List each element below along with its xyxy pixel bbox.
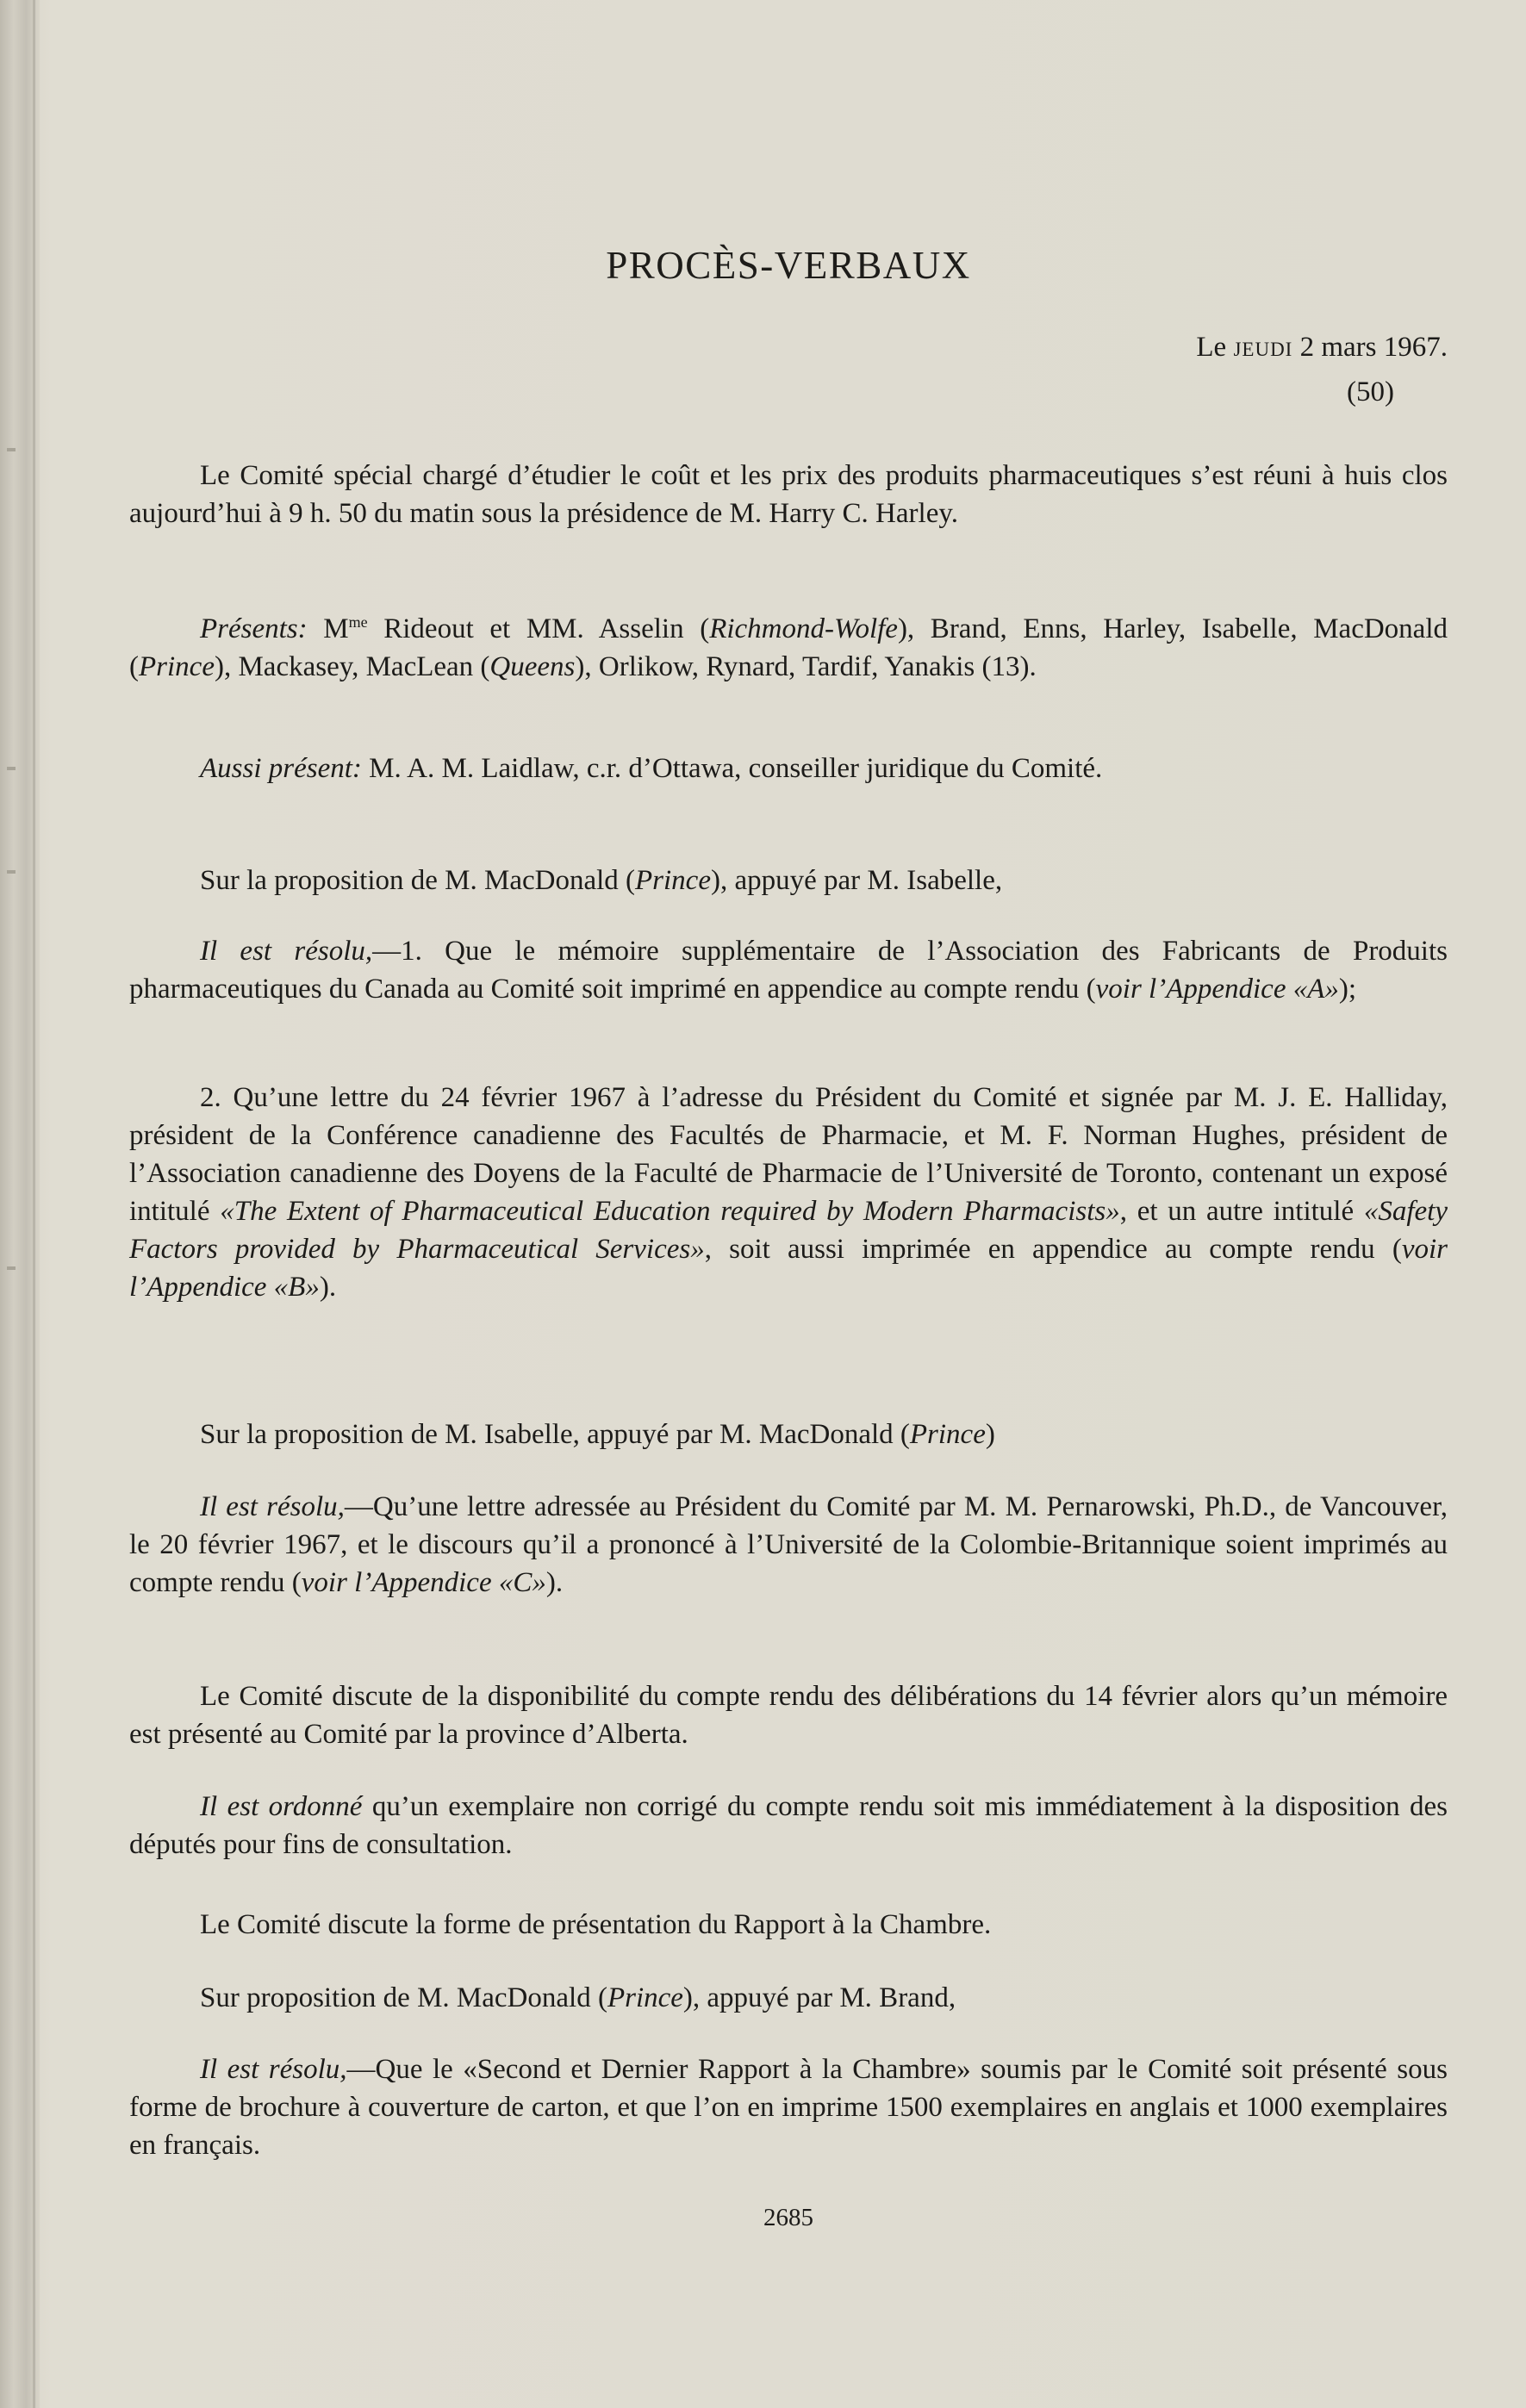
document-title-reference: «Safety Factors provided by Pharmaceutical Services» xyxy=(129,1196,1448,1265)
riding-name: Prince xyxy=(139,651,215,682)
resolution-text: —Que le «Second et Dernier Rapport à la Chambre» soumis par le Comité soit présenté sous forme de brochure à couverture de carton, et que l’on en imprime 1500 exemplaires en anglais et 1000 exemplaires en français. xyxy=(129,2054,1448,2161)
presents-text: Rideout et MM. Asselin ( xyxy=(367,613,710,644)
order-text: qu’un exemplaire non corrigé du compte rendu soit mis immédiatement à la disposition des députés pour fins de consultation. xyxy=(129,1791,1448,1860)
presents-text: ), Mackasey, MacLean ( xyxy=(214,651,490,682)
document-title-reference: «The Extent of Pharmaceutical Education required by Modern Pharmacists» xyxy=(220,1196,1120,1227)
paragraph-presents xyxy=(129,603,1448,686)
resolution-text: ); xyxy=(1338,974,1357,1005)
date-day: jeudi xyxy=(1233,332,1293,363)
paragraph-proposition-3 xyxy=(129,1979,1448,2017)
appendix-reference: voir l’Appendice «B» xyxy=(129,1234,1448,1303)
resolution-text: —1. Que le mémoire supplémentaire de l’Association des Fabricants de Produits pharmaceutiques du Canada au Comité soit imprimé en appendice au compte rendu ( xyxy=(129,936,1448,1005)
resolution-label: Il est résolu, xyxy=(200,2054,347,2085)
edge-mark xyxy=(7,870,16,874)
proposition-text: ) xyxy=(985,1419,995,1450)
presents-text: ), Brand, Enns, Harley, Isabelle, MacDonald ( xyxy=(129,613,1448,682)
presents-superscript: me xyxy=(348,613,368,631)
aussi-text: M. A. M. Laidlaw, c.r. d’Ottawa, conseiller juridique du Comité. xyxy=(361,753,1103,784)
paragraph-opening: Le Comité spécial chargé d’étudier le coût et les prix des produits pharmaceutiques s’est réuni à huis clos aujourd’hui à 9 h. 50 du matin sous la présidence de M. Harry C. Harley. xyxy=(129,460,1448,529)
appendix-reference: voir l’Appendice «A» xyxy=(1095,974,1339,1005)
paragraph-discussion-2: Le Comité discute la forme de présentation du Rapport à la Chambre. xyxy=(200,1909,992,1940)
presents-text: ), Orlikow, Rynard, Tardif, Yanakis (13). xyxy=(575,651,1037,682)
riding-name: Prince xyxy=(635,865,711,896)
appendix-reference: voir l’Appendice «C» xyxy=(301,1567,546,1598)
resolution-text: 2. Qu’une lettre du 24 février 1967 à l’adresse du Président du Comité et signée par M. J. E. Halliday, président de la Conférence canadienne des Facultés de Pharmacie, et M. F. Norman Hughes, président de l’Association canadienne des Doyens de la Faculté de Pharmacie de l’Université de Toronto, contenant un exposé intitulé xyxy=(129,1082,1448,1227)
riding-name: Prince xyxy=(607,1982,683,2013)
page-number: 2685 xyxy=(763,2204,813,2231)
resolution-label: Il est résolu, xyxy=(200,1491,345,1522)
order-label: Il est ordonné xyxy=(200,1791,363,1822)
proposition-text: ), appuyé par M. Brand, xyxy=(682,1982,956,2013)
riding-name: Prince xyxy=(909,1419,986,1450)
proposition-text: Sur proposition de M. MacDonald ( xyxy=(200,1982,607,2013)
proposition-text: ), appuyé par M. Isabelle, xyxy=(710,865,1003,896)
meeting-date xyxy=(1196,332,1448,364)
edge-mark xyxy=(7,448,16,451)
meeting-number: (50) xyxy=(1347,376,1394,408)
edge-mark xyxy=(7,1266,16,1270)
paragraph-resolution-2 xyxy=(129,1079,1448,1306)
paragraph-discussion-1: Le Comité discute de la disponibilité du compte rendu des délibérations du 14 février alors qu’un mémoire est présenté au Comité par la province d’Alberta. xyxy=(129,1681,1448,1750)
presents-text: M xyxy=(307,613,349,644)
paragraph-resolution-1 xyxy=(129,932,1448,1008)
riding-name: Queens xyxy=(489,651,576,682)
paragraph-proposition-1 xyxy=(129,862,1448,899)
paragraph-proposition-2 xyxy=(129,1416,1448,1453)
aussi-label: Aussi présent: xyxy=(200,753,362,784)
resolution-text: ). xyxy=(319,1272,337,1303)
binding-line xyxy=(33,0,35,2408)
paragraph-resolution-4 xyxy=(129,2050,1448,2164)
resolution-label: Il est résolu, xyxy=(200,936,373,967)
edge-mark xyxy=(7,767,16,770)
presents-label: Présents: xyxy=(200,613,308,644)
resolution-text: —Qu’une lettre adressée au Président du Comité par M. M. Pernarowski, Ph.D., de Vancouver, le 20 février 1967, et le discours qu’il a prononcé à l’Université de la Colombie-Britannique soient imprimés au compte rendu ( xyxy=(129,1491,1448,1598)
proposition-text: Sur la proposition de M. Isabelle, appuyé par M. MacDonald ( xyxy=(200,1419,910,1450)
proposition-text: Sur la proposition de M. MacDonald ( xyxy=(200,865,636,896)
paragraph-order xyxy=(129,1788,1448,1864)
resolution-text: , et un autre intitulé xyxy=(1119,1196,1364,1227)
page-title: PROCÈS-VERBAUX xyxy=(606,244,971,287)
resolution-text: ). xyxy=(545,1567,564,1598)
date-rest: 2 mars 1967. xyxy=(1299,332,1448,363)
paragraph-aussi-present xyxy=(129,750,1448,787)
riding-name: Richmond-Wolfe xyxy=(709,613,898,644)
paragraph-resolution-3 xyxy=(129,1488,1448,1602)
date-prefix: Le xyxy=(1196,332,1227,363)
resolution-text: , soit aussi imprimée en appendice au compte rendu ( xyxy=(704,1234,1402,1265)
